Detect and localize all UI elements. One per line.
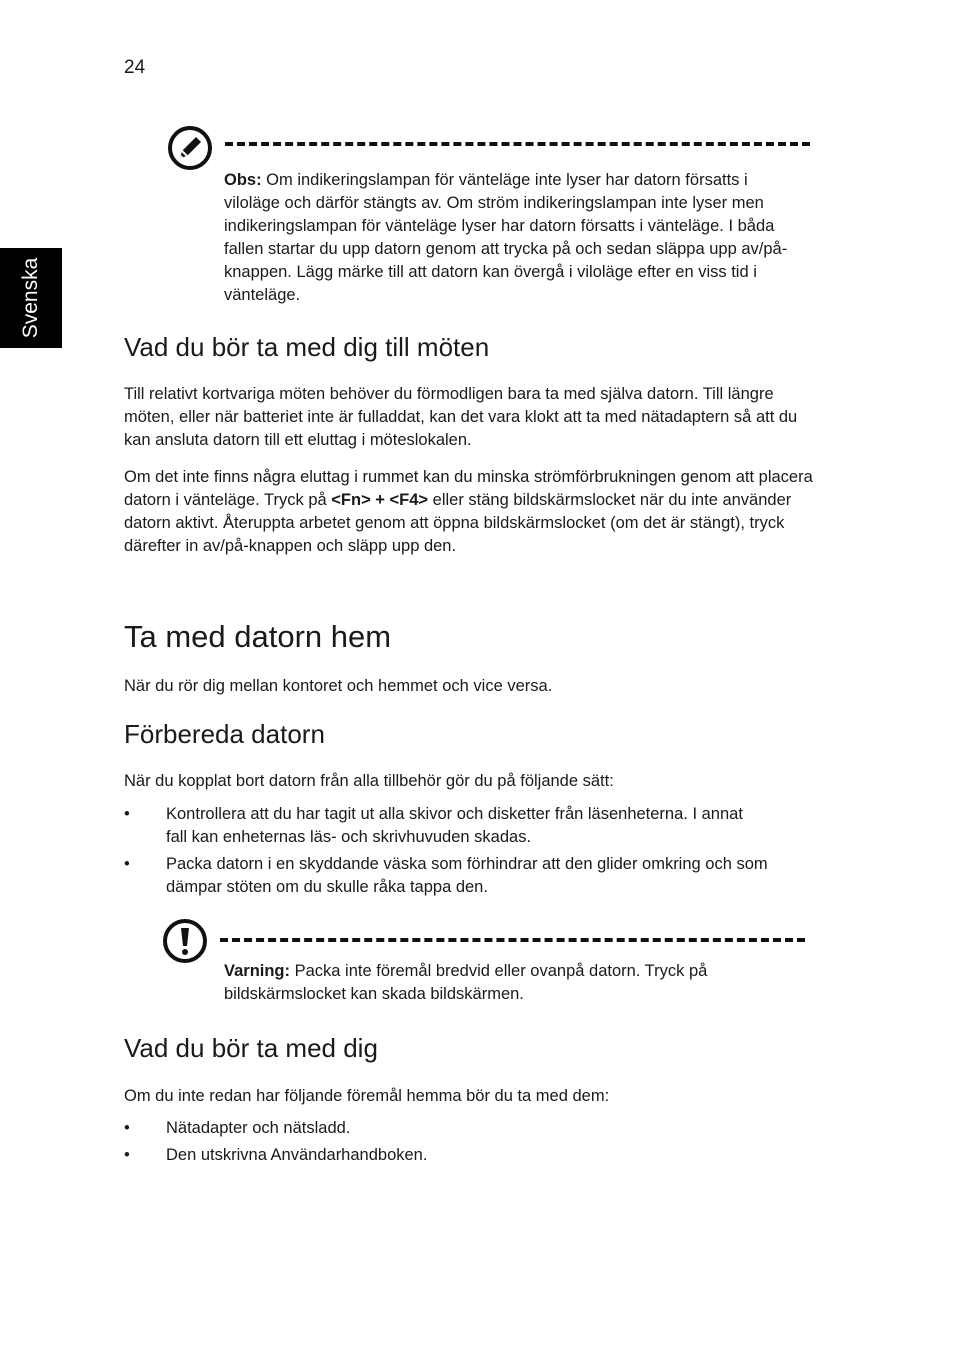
prepare-intro: När du kopplat bort datorn från alla tillbehör gör du på följande sätt:: [124, 772, 614, 790]
home-intro: När du rör dig mellan kontoret och hemmet och vice versa.: [124, 677, 553, 695]
warning-label: Varning:: [224, 962, 291, 980]
note-body: Om indikeringslampan för vänteläge inte lyser har datorn försatts i viloläge och därför stängts av. Om ström indikeringslampan inte lyser men indikeringslampan för vänteläge lyser har datorn försatts i vänteläge. I båda fallen startar du upp datorn genom att trycka på och sedan släppa upp av/på-knappen. Lägg märke till att datorn kan övergå i viloläge efter en viss tid i vänteläge.: [224, 171, 788, 304]
list-item-text: Den utskrivna Användarhandboken.: [166, 1146, 428, 1164]
note-text: [224, 169, 799, 307]
pencil-circle-icon: [167, 125, 213, 171]
bullet-glyph: •: [124, 1146, 130, 1164]
meetings-paragraph-2: [124, 466, 814, 558]
warning-divider: [220, 938, 805, 942]
take-along-intro: Om du inte redan har följande föremål hemma bör du ta med dem:: [124, 1087, 610, 1105]
meetings-p2-post: eller stäng bildskärmslocket när du inte använder datorn aktivt. Återuppta arbetet genom att öppna bildskärmslocket (om det är stängt), tryck därefter in av/på-knappen och släpp upp den.: [124, 491, 792, 555]
page-number: 24: [124, 57, 146, 78]
warning-body: Packa inte föremål bredvid eller ovanpå datorn. Tryck på bildskärmslocket kan skada bildskärmen.: [224, 962, 708, 1003]
exclamation-circle-icon: [162, 918, 208, 964]
section-heading-prepare: Förbereda datorn: [124, 719, 325, 749]
meetings-paragraph-1: Till relativt kortvariga möten behöver du förmodligen bara ta med själva datorn. Till längre möten, eller när batteriet inte är fulladdat, kan det vara klokt att ta med nätadaptern så att du kan ansluta datorn till ett eluttag i möteslokalen.: [124, 385, 798, 449]
note-label: Obs: [224, 171, 257, 189]
meetings-p2-pre: Om det inte finns några eluttag i rummet kan du minska strömförbrukningen genom att placera datorn i vänteläge. Tryck på: [124, 468, 813, 509]
note-divider: [225, 142, 810, 146]
section-heading-take-along: Vad du bör ta med dig: [124, 1033, 378, 1063]
list-item: [124, 1117, 826, 1140]
list-item: [124, 853, 826, 899]
language-side-tab: [0, 248, 62, 348]
key-plus: +: [370, 491, 390, 509]
warning-text: [224, 960, 799, 1006]
bullet-glyph: •: [124, 855, 130, 873]
list-item: [124, 1144, 826, 1167]
key-f4: <F4>: [389, 491, 429, 509]
section-heading-meetings: Vad du bör ta med dig till möten: [124, 332, 490, 362]
key-fn: <Fn>: [331, 491, 371, 509]
bullet-glyph: •: [124, 805, 130, 823]
list-item-text: Packa datorn i en skyddande väska som förhindrar att den glider omkring och som dämpar stöten om du skulle råka tappa den.: [166, 855, 768, 896]
list-item-text: Kontrollera att du har tagit ut alla skivor och disketter från läsenheterna. I annat fall kan enheternas läs- och skrivhuvuden skadas.: [166, 805, 743, 846]
note-label-colon: :: [256, 171, 262, 189]
bullet-glyph: •: [124, 1119, 130, 1137]
list-item: [124, 803, 826, 849]
main-heading-home: Ta med datorn hem: [124, 619, 392, 654]
language-side-tab-label: Svenska: [19, 257, 42, 339]
list-item-text: Nätadapter och nätsladd.: [166, 1119, 351, 1137]
